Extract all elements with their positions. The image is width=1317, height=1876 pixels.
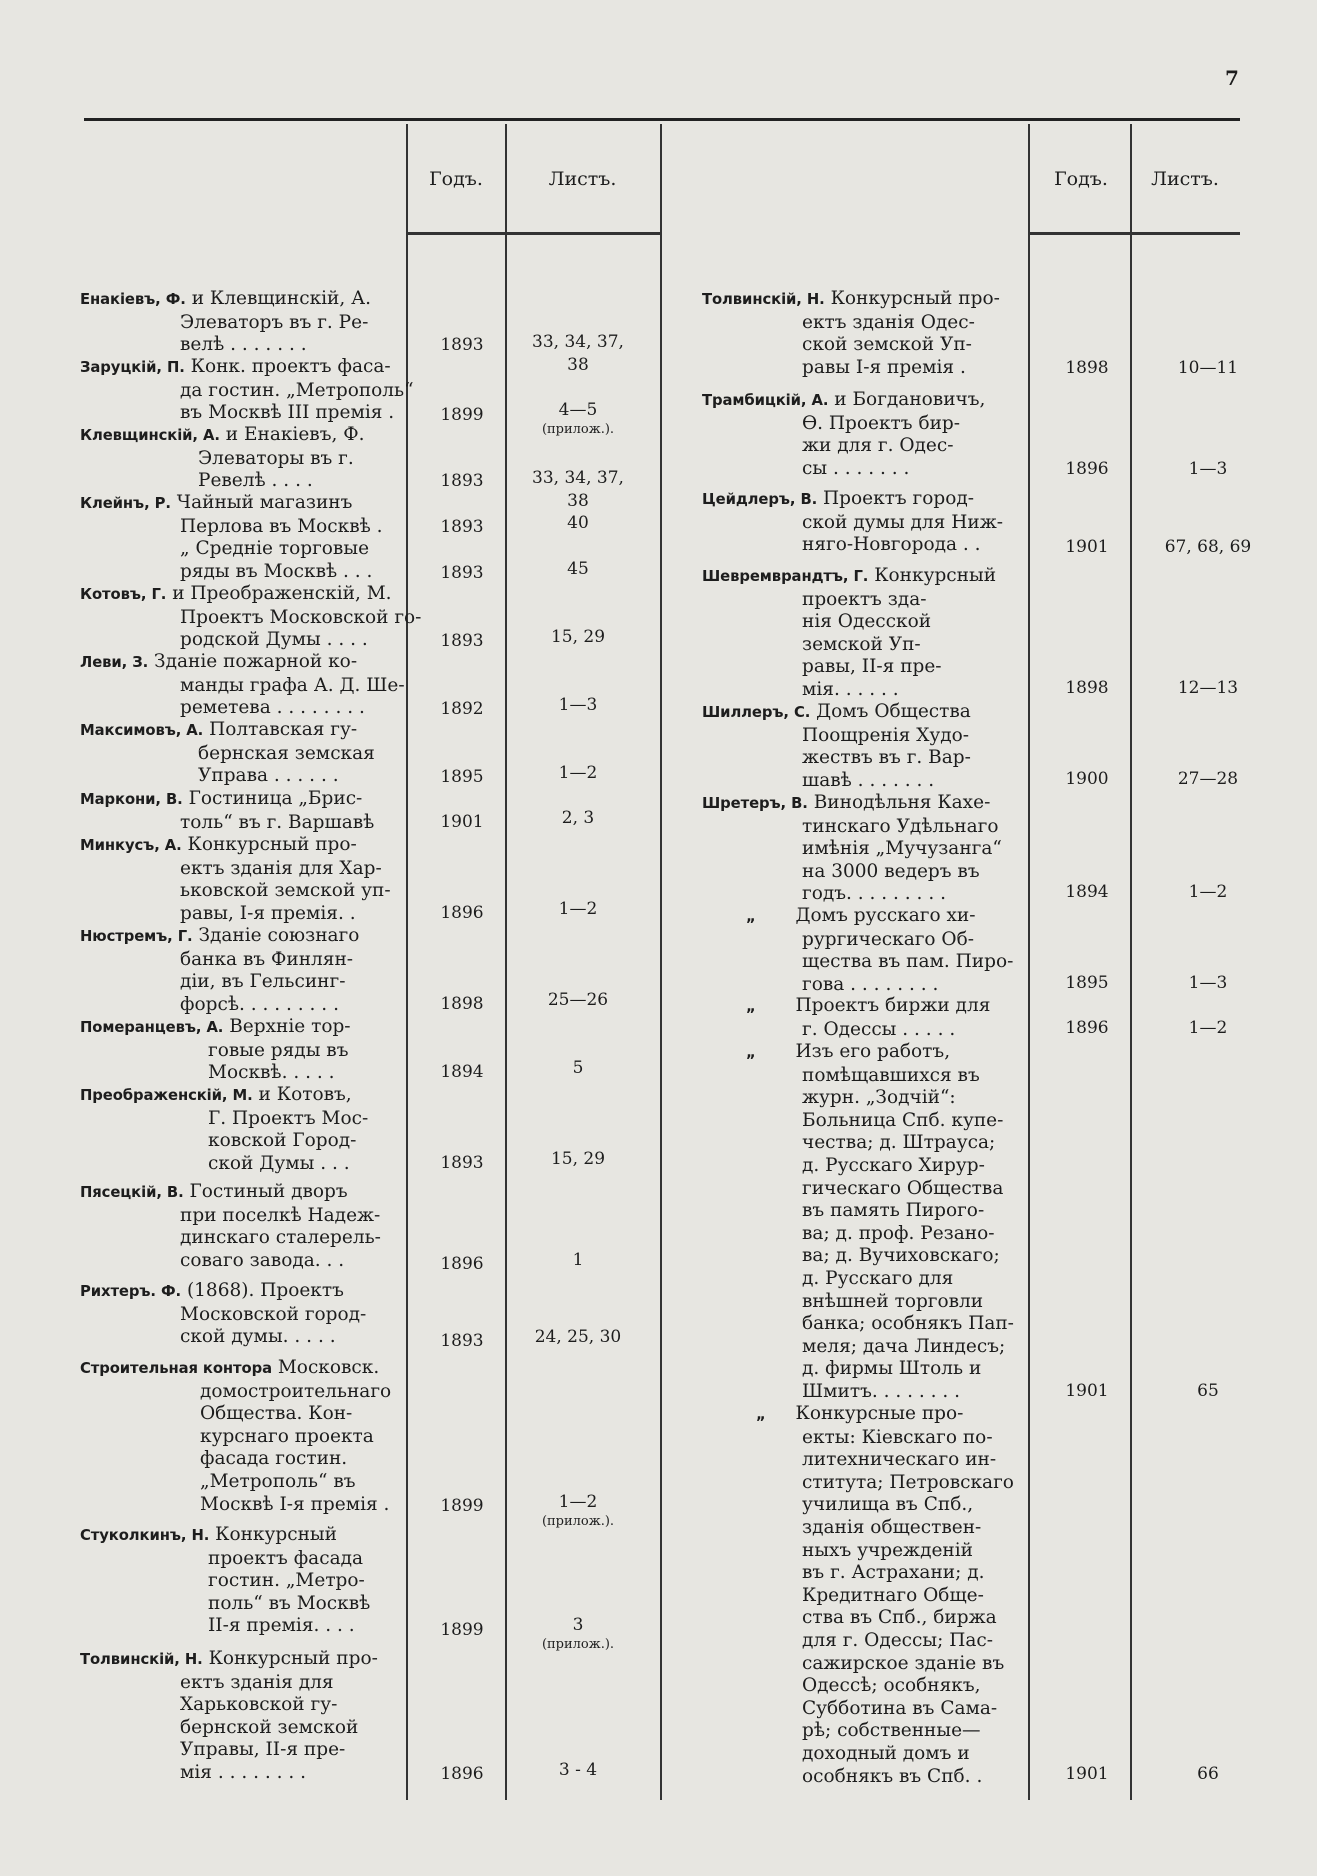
sheet-cell: 40 [567, 513, 589, 533]
list-item: Стуколкинъ, Н. Конкурсный проектъ фасада гостин. „Метро- поль“ въ Москвѣ II-я премія. . . . [80, 1524, 371, 1637]
year-cell: 1892 [440, 699, 484, 719]
year-cell: 1893 [440, 631, 484, 651]
entry-author: Строительная контора [80, 1360, 272, 1377]
year-cell: 1898 [1065, 358, 1109, 378]
year-cell: 1893 [440, 517, 484, 537]
sheet-cell: 65 [1197, 1381, 1219, 1401]
list-item: Трамбицкій, А. и Богдановичъ, Ѳ. Проектъ бир- жи для г. Одес- сы . . . . . . . [702, 389, 986, 479]
year-cell: 1899 [440, 1620, 484, 1640]
year-cell: 1895 [440, 767, 484, 787]
entry-author: Пясецкій, В. [80, 1184, 184, 1201]
header-rule-left [406, 232, 660, 235]
year-cell: 1895 [1065, 973, 1109, 993]
entry-author: „ [746, 998, 756, 1015]
sheet-note: (прилож.). [541, 422, 615, 437]
year-cell: 1899 [440, 1496, 484, 1516]
list-item: Померанцевъ, А. Верхніе тор- говые ряды въ Москвѣ. . . . . [80, 1016, 351, 1084]
entry-author: Нюстремъ, Г. [80, 928, 193, 945]
sheet-cell: 38 [567, 491, 589, 511]
entry-author: Заруцкій, П. [80, 359, 185, 376]
entry-author: Леви, З. [80, 654, 149, 671]
left-sheet-header: Листъ. [548, 168, 617, 190]
entry-author: Максимовъ, А. [80, 722, 204, 739]
entry-author: Клейнъ, Р. [80, 495, 171, 512]
right-sheet-header: Листъ. [1151, 168, 1219, 190]
sheet-cell: 15, 29 [550, 627, 606, 647]
sheet-cell: 1—2 [1188, 882, 1228, 902]
rule-left-year-sheet [505, 124, 507, 1800]
sheet-cell: 33, 34, 37, [532, 332, 624, 352]
list-item: Толвинскій, Н. Конкурсный про- ектъ зданія Одес- ской земской Уп- равы I-я премія . [702, 288, 1000, 378]
sheet-cell: 66 [1197, 1764, 1219, 1784]
entry-author: Шиллеръ, С. [702, 704, 811, 721]
sheet-cell: 38 [567, 355, 589, 375]
year-cell: 1901 [1065, 1381, 1109, 1401]
list-item: Минкусъ, А. Конкурсный про- ектъ зданія для Хар- ьковской земской уп- равы, I-я премія. . [80, 834, 391, 924]
entry-author: Шретеръ, В. [702, 795, 808, 812]
sheet-cell: 3 [572, 1615, 584, 1635]
sheet-cell: 25—26 [547, 990, 609, 1010]
sheet-cell: 12—13 [1177, 678, 1239, 698]
entry-author: „ [746, 908, 756, 925]
year-cell: 1899 [440, 405, 484, 425]
sheet-cell: 10—11 [1177, 358, 1239, 378]
year-cell: 1898 [1065, 678, 1109, 698]
entry-author: Толвинскій, Н. [702, 291, 825, 308]
list-item: Котовъ, Г. и Преображенскій, М. Проектъ Московской го- родской Думы . . . . [80, 583, 422, 651]
header-rule-right [1028, 232, 1240, 235]
sheet-cell: 24, 25, 30 [534, 1327, 622, 1347]
sheet-cell: 1—2 [1188, 1018, 1228, 1038]
right-year-header: Годъ. [1054, 168, 1108, 190]
list-item: Рихтеръ. Ф. (1868). Проектъ Московской город- ской думы. . . . . [80, 1280, 367, 1348]
list-item: Цейдлеръ, В. Проектъ город- ской думы для Ниж- няго-Новгорода . . [702, 488, 1003, 556]
list-item: „ Конкурсные про- екты: Кіевскаго по- литехническаго ин- ститута; Петровскаго училища въ Спб., зданія обществен- ныхъ учрежденій въ г. Астрахани; д. Кредитнаго Обще- ства въ Спб., биржа для г. Одессы; Пас- сажирское зданіе въ Одессѣ; особнякъ, Субботина въ Сама- рѣ; собственные— доходный домъ и особнякъ въ Спб. . [702, 1403, 1042, 1788]
year-cell: 1893 [440, 563, 484, 583]
entry-author: Клевщинскій, А. [80, 427, 220, 444]
year-cell: 1896 [440, 1254, 484, 1274]
entry-author: „ [756, 1406, 766, 1423]
sheet-cell: 4—5 [558, 400, 598, 420]
list-item: „ Проектъ биржи для г. Одессы . . . . . [702, 995, 1042, 1041]
sheet-note: (прилож.). [541, 1637, 615, 1652]
year-cell: 1893 [440, 1153, 484, 1173]
list-item: Клевщинскій, А. и Енакіевъ, Ф. Элеваторы въ г. Ревелѣ . . . . [80, 424, 365, 492]
entry-author: „ [746, 1044, 756, 1061]
list-item: „ Изъ его работъ, помѣщавшихся въ журн. „Зодчій“: Больница Спб. купе- чества; д. Штрауса; д. Русскаго Хирур- гическаго Общества въ память Пирого- ва; д. проф. Резано- ва; д. Вучиховскаго; д. Русскаго для внѣшней торговли банка; особнякъ Пап- меля; дача Линдесъ; д. фирмы Штоль и Шмитъ. . . . . . . . [702, 1041, 1042, 1404]
sheet-cell: 1—3 [558, 695, 598, 715]
list-item: Заруцкій, П. Конк. проектъ фаса- да гостин. „Метрополь“ въ Москвѣ III премія . [80, 356, 414, 424]
list-item: Максимовъ, А. Полтавская гу- бернская земская Управа . . . . . . [80, 719, 375, 787]
list-item: Нюстремъ, Г. Зданіе союзнаго банка въ Финлян- діи, въ Гельсинг- форсѣ. . . . . . . . . [80, 925, 360, 1015]
sheet-cell: 45 [567, 559, 589, 579]
year-cell: 1900 [1065, 769, 1109, 789]
year-cell: 1901 [1065, 1764, 1109, 1784]
entry-author: Минкусъ, А. [80, 837, 182, 854]
year-cell: 1901 [1065, 537, 1109, 557]
year-cell: 1896 [1065, 1018, 1109, 1038]
list-item: Строительная контора Московск. домостроительнаго Общества. Кон- курснаго проекта фасада гостин. „Метрополь“ въ Москвѣ I-я премія . [80, 1357, 392, 1515]
year-cell: 1894 [440, 1062, 484, 1082]
entry-author: Котовъ, Г. [80, 586, 167, 603]
sheet-cell: 33, 34, 37, [532, 468, 624, 488]
page-number: 7 [1225, 66, 1239, 90]
year-cell: 1896 [1065, 459, 1109, 479]
sheet-cell: 1 [572, 1250, 584, 1270]
entry-author: Померанцевъ, А. [80, 1019, 224, 1036]
top-rule [84, 118, 1240, 121]
list-item: Енакіевъ, Ф. и Клевщинскій, А. Элеваторъ въ г. Ре- велѣ . . . . . . . [80, 288, 372, 356]
year-cell: 1898 [440, 994, 484, 1014]
list-item: Маркони, В. Гостиница „Брис- толь“ въ г. Варшавѣ [80, 788, 375, 833]
list-item: Шевремврандтъ, Г. Конкурсный проектъ зда- нія Одесской земской Уп- равы, II-я пре- мія. . . . . . [702, 565, 997, 700]
year-cell: 1894 [1065, 882, 1109, 902]
entry-author: Преображенскій, М. [80, 1087, 253, 1104]
rule-middle [660, 124, 662, 1800]
year-cell: 1893 [440, 1331, 484, 1351]
entry-author: Рихтеръ. Ф. [80, 1283, 182, 1300]
sheet-cell: 1—2 [558, 1492, 598, 1512]
sheet-cell: 2, 3 [561, 808, 595, 828]
left-year-header: Годъ. [429, 168, 483, 190]
sheet-cell: 1—3 [1188, 459, 1228, 479]
entry-author: Шевремврандтъ, Г. [702, 568, 869, 585]
entry-author: Цейдлеръ, В. [702, 491, 818, 508]
sheet-cell: 67, 68, 69 [1164, 537, 1252, 557]
list-item: Шиллеръ, С. Домъ Общества Поощренія Худо- жествъ въ г. Вар- шавѣ . . . . . . . [702, 701, 971, 791]
sheet-cell: 15, 29 [550, 1149, 606, 1169]
year-cell: 1893 [440, 471, 484, 491]
year-cell: 1901 [440, 812, 484, 832]
entry-author: Стуколкинъ, Н. [80, 1527, 210, 1544]
sheet-cell: 5 [572, 1058, 584, 1078]
list-item: Толвинскій, Н. Конкурсный про- ектъ зданія для Харьковской гу- бернской земской Управы, II-я пре- мія . . . . . . . . [80, 1648, 378, 1783]
sheet-cell: 27—28 [1177, 769, 1239, 789]
year-cell: 1893 [440, 335, 484, 355]
sheet-cell: 3 - 4 [558, 1760, 598, 1780]
list-item: Шретеръ, В. Винодѣльня Кахе- тинскаго Удѣльнаго имѣнія „Мучузанга“ на 3000 ведеръ въ годъ. . . . . . . . . [702, 792, 1002, 905]
entry-author: Толвинскій, Н. [80, 1651, 203, 1668]
sheet-cell: 1—3 [1188, 973, 1228, 993]
list-item: Пясецкій, В. Гостиный дворъ при поселкѣ Надеж- динскаго сталерель- соваго завода. . . [80, 1181, 381, 1271]
sheet-note: (прилож.). [541, 1514, 615, 1529]
list-item: Клейнъ, Р. Чайный магазинъ Перлова въ Москвѣ . „ Средніе торговые ряды въ Москвѣ . . . [80, 492, 383, 582]
list-item: Леви, З. Зданіе пожарной ко- манды графа А. Д. Ше- реметева . . . . . . . . [80, 651, 405, 719]
year-cell: 1896 [440, 903, 484, 923]
year-cell: 1896 [440, 1764, 484, 1784]
sheet-cell: 1—2 [558, 763, 598, 783]
list-item: „ Домъ русскаго хи- рургическаго Об- щества въ пам. Пиро- гова . . . . . . . . [702, 905, 1042, 996]
sheet-cell: 1—2 [558, 899, 598, 919]
entry-author: Енакіевъ, Ф. [80, 291, 186, 308]
entry-author: Маркони, В. [80, 791, 183, 808]
entry-author: Трамбицкій, А. [702, 392, 829, 409]
list-item: Преображенскій, М. и Котовъ, Г. Проектъ Мос- ковской Город- ской Думы . . . [80, 1084, 369, 1174]
